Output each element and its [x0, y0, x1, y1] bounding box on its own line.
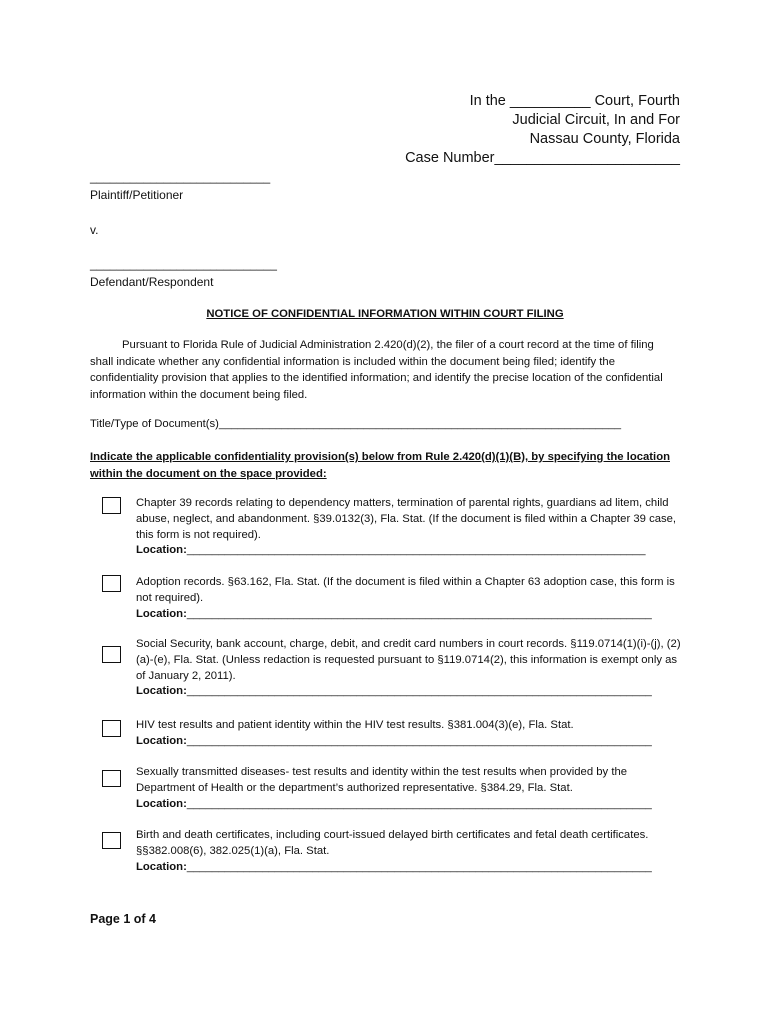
item-text: Birth and death certificates, including court-issued delayed birth certificates and fetal death certificates. §§382.008(6), 382.025(1)(a), Fla. Stat. — [136, 829, 649, 857]
document-type-field[interactable]: Title/Type of Document(s)________________________________________________________________ — [90, 418, 622, 430]
item-text: HIV test results and patient identity within the HIV test results. §381.004(3)(e), Fla. Stat. — [136, 719, 574, 731]
item-social-security — [136, 637, 686, 700]
item-text: Adoption records. §63.162, Fla. Stat. (If the document is filed within a Chapter 63 adoption case, this form is not required). — [136, 576, 675, 604]
item-hiv — [136, 718, 686, 750]
court-line: In the __________ Court, Fourth — [469, 93, 680, 109]
page-number: Page 1 of 4 — [90, 912, 156, 926]
circuit-line: Judicial Circuit, In and For — [512, 112, 680, 128]
defendant-blank[interactable]: ____________________________ — [90, 257, 277, 271]
checkbox-social-security[interactable] — [102, 646, 121, 663]
county-line: Nassau County, Florida — [529, 131, 680, 147]
checkbox-birth-death[interactable] — [102, 832, 121, 849]
location-field[interactable]: __________________________________________________________________________ — [186, 607, 652, 620]
location-label: Location: — [136, 685, 187, 698]
location-label: Location: — [136, 860, 187, 873]
item-birth-death — [136, 828, 686, 875]
location-label: Location: — [136, 734, 187, 747]
location-field[interactable]: __________________________________________________________________________ — [186, 734, 652, 747]
item-text: Sexually transmitted diseases- test results and identity within the test results when provided by the Department of Health or the department’s authorized representative. §384.29, Fla. Stat. — [136, 766, 628, 794]
item-text: Social Security, bank account, charge, debit, and credit card numbers in court records. §119.0714(1)(i)-(j), (2)(a)-(e), Fla. Stat. (Unless redaction is requested pursuant to §119.0714(2), this information is exempt only as of January 2, 2011). — [136, 638, 681, 682]
checkbox-chapter-39[interactable] — [102, 497, 121, 514]
checkbox-hiv[interactable] — [102, 720, 121, 737]
checkbox-adoption[interactable] — [102, 575, 121, 592]
instruction-text: Indicate the applicable confidentiality provision(s) below from Rule 2.420(d)(1)(B), by specifying the location within the document on the space provided: — [90, 451, 670, 480]
defendant-label: Defendant/Respondent — [90, 275, 214, 289]
item-text: Chapter 39 records relating to dependency matters, termination of parental rights, guardians ad litem, child abuse, neglect, and abandonment. §39.0132(3), Fla. Stat. (If the document is filed within a Chapter 39 case, this form is not required). — [136, 497, 677, 541]
versus-label: v. — [90, 223, 99, 237]
location-label: Location: — [136, 544, 187, 557]
plaintiff-label: Plaintiff/Petitioner — [90, 188, 184, 202]
location-label: Location: — [136, 797, 187, 810]
location-field[interactable]: __________________________________________________________________________ — [186, 797, 652, 810]
document-title: NOTICE OF CONFIDENTIAL INFORMATION WITHIN COURT FILING — [206, 308, 564, 320]
case-number-line[interactable]: Case Number_______________________ — [405, 150, 680, 166]
item-chapter-39 — [136, 496, 686, 559]
checkbox-std[interactable] — [102, 770, 121, 787]
location-label: Location: — [136, 607, 187, 620]
plaintiff-blank[interactable]: ___________________________ — [90, 170, 271, 184]
location-field[interactable]: _________________________________________________________________________ — [186, 544, 646, 557]
location-field[interactable]: __________________________________________________________________________ — [186, 685, 652, 698]
item-adoption — [136, 575, 686, 622]
location-field[interactable]: __________________________________________________________________________ — [186, 860, 652, 873]
intro-paragraph: Pursuant to Florida Rule of Judicial Administration 2.420(d)(2), the filer of a court record at the time of filing shall indicate whether any confidential information is included within the document being filed; identify the confidentiality provision that applies to the identified information; and identify the precise location of the confidential information within the document being filed. — [90, 339, 663, 401]
item-std — [136, 765, 686, 812]
